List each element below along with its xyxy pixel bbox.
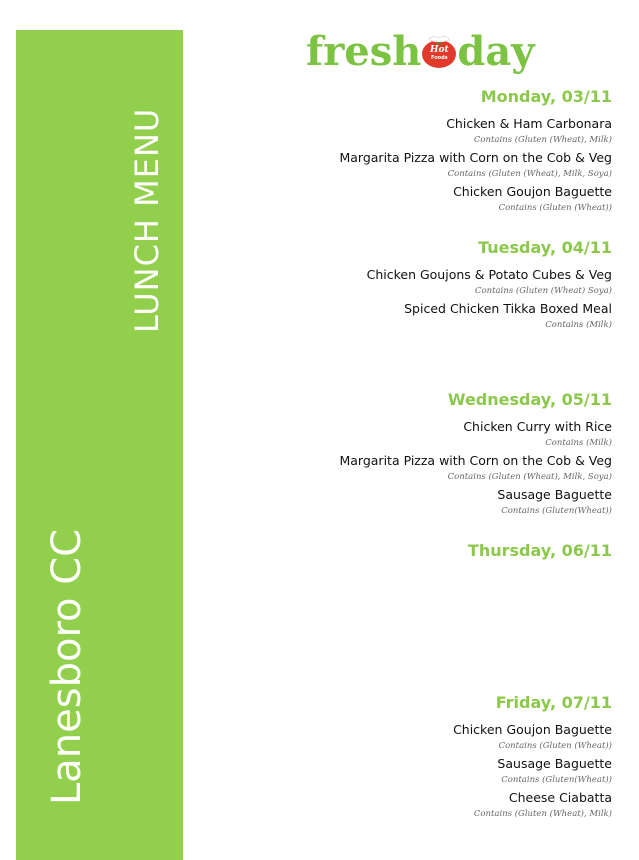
allergen-info: Contains (Gluten(Wheat)) bbox=[501, 775, 612, 785]
allergen-info: Contains (Gluten (Wheat)) bbox=[498, 203, 612, 213]
allergen-info: Contains (Milk) bbox=[545, 320, 612, 330]
dish-name: Sausage Baguette bbox=[497, 756, 612, 771]
allergen-info: Contains (Gluten(Wheat)) bbox=[501, 506, 612, 516]
dish-name: Chicken Goujons & Potato Cubes & Veg bbox=[366, 267, 612, 282]
dish-name: Cheese Ciabatta bbox=[508, 790, 612, 805]
day-heading: Tuesday, 04/11 bbox=[478, 238, 612, 257]
day-friday bbox=[272, 693, 612, 823]
allergen-info: Contains (Gluten (Wheat)) bbox=[498, 741, 612, 751]
logo-word-day: day bbox=[457, 28, 535, 75]
school-name: Lanesboro CC bbox=[44, 528, 90, 805]
day-tuesday bbox=[272, 238, 612, 334]
day-heading: Thursday, 06/11 bbox=[467, 541, 612, 560]
dish-name: Sausage Baguette bbox=[497, 487, 612, 502]
dish-name: Margarita Pizza with Corn on the Cob & Veg bbox=[339, 150, 612, 165]
day-monday bbox=[272, 87, 612, 217]
allergen-info: Contains (Gluten (Wheat), Milk) bbox=[473, 135, 612, 145]
allergen-info: Contains (Gluten (Wheat), Milk) bbox=[473, 809, 612, 819]
day-heading: Monday, 03/11 bbox=[480, 87, 612, 106]
dish-name: Chicken Goujon Baguette bbox=[453, 722, 612, 737]
day-wednesday bbox=[272, 390, 612, 520]
day-heading: Friday, 07/11 bbox=[495, 693, 612, 712]
day-heading: Wednesday, 05/11 bbox=[447, 390, 612, 409]
logo-badge-text: Hot bbox=[430, 45, 449, 55]
allergen-info: Contains (Milk) bbox=[545, 438, 612, 448]
logo-badge-subtext: Foods bbox=[431, 55, 448, 61]
day-thursday bbox=[272, 541, 612, 569]
tomato-icon bbox=[419, 32, 459, 68]
allergen-info: Contains (Gluten (Wheat), Milk, Soya) bbox=[447, 169, 612, 179]
dish-name: Margarita Pizza with Corn on the Cob & Veg bbox=[339, 453, 612, 468]
dish-name: Chicken Goujon Baguette bbox=[453, 184, 612, 199]
menu-title: LUNCH MENU bbox=[128, 107, 166, 333]
allergen-info: Contains (Gluten (Wheat), Milk, Soya) bbox=[447, 472, 612, 482]
dish-name: Chicken & Ham Carbonara bbox=[446, 116, 612, 131]
freshtoday-logo bbox=[306, 28, 610, 76]
logo-word-fresh: fresh bbox=[306, 28, 422, 75]
dish-name: Spiced Chicken Tikka Boxed Meal bbox=[404, 301, 612, 316]
allergen-info: Contains (Gluten (Wheat) Soya) bbox=[475, 286, 612, 296]
dish-name: Chicken Curry with Rice bbox=[463, 419, 612, 434]
